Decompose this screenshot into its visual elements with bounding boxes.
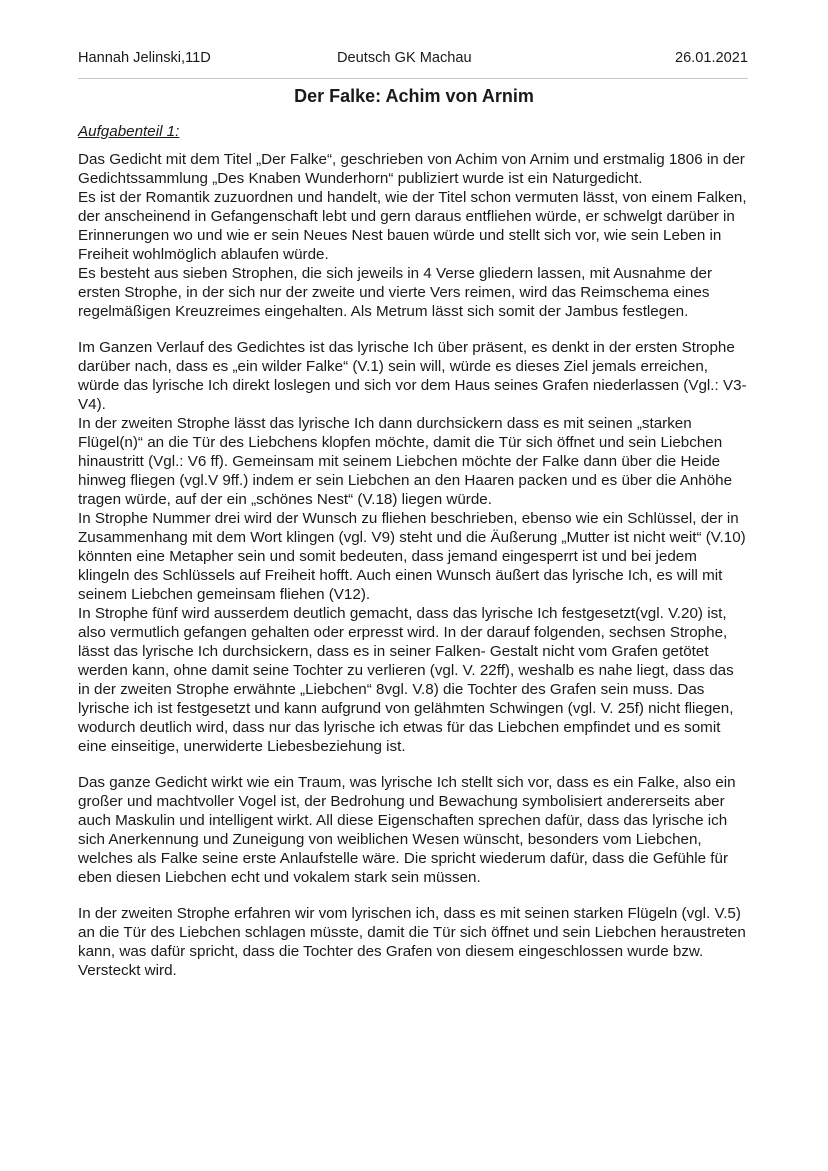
section-subheading: Aufgabenteil 1: <box>78 123 180 140</box>
paragraph: In Strophe fünf wird ausserdem deutlich gemacht, dass das lyrische Ich festgesetzt(vgl. V.20) ist, also vermutlich gefangen gehalten oder erpresst wird. In der darauf folgenden, sechsen Strophe, lässt das lyrische Ich durchsickern, dass es in seiner Falken- Gestalt nicht vom Grafen getötet werden kann, ohne damit seine Tochter zu verlieren (vgl. V. 22ff), weshalb es nahe liegt, dass das in der zweiten Strophe erwähnte „Liebchen“ 8vgl. V.8) die Tochter des Grafen sein muss. Das lyrische ich ist festgesetzt und kann aufgrund von gelähmten Schwingen (vgl. V. 25f) nicht fliegen, wodurch deutlich wird, dass nur das lyrische ich etwas für das Liebchen empfindet und es somit eine einseitige, unerwiderte Liebesbeziehung ist. <box>78 605 734 755</box>
paragraph: Im Ganzen Verlauf des Gedichtes ist das lyrische Ich über präsent, es denkt in der ersten Strophe darüber nach, dass es „ein wilder Falke“ (V.1) sein will, würde es dieses Ziel jemals erreichen, würde das lyrische Ich direkt loslegen und sich vor dem Haus seines Grafen niederlassen (Vgl.: V3-V4). <box>78 339 747 413</box>
paragraph: Es ist der Romantik zuzuordnen und handelt, wie der Titel schon vermuten lässt, von einem Falken, der anscheinend in Gefangenschaft lebt und gern daraus entfliehen würde, er schwelgt darüber in Erinnerungen wo und wie er sein Neues Nest bauen würde und stellt sich vor, wie sein Leben in Freiheit wohlmöglich ablaufen würde. <box>78 189 747 263</box>
essay-body <box>78 150 748 980</box>
header-divider <box>78 78 748 79</box>
paragraph: Das ganze Gedicht wirkt wie ein Traum, was lyrische Ich stellt sich vor, dass es ein Falke, also ein großer und machtvoller Vogel ist, der Bedrohung und Bewachung symbolisiert andererseits aber auch Maskulin und intelligent wirkt. All diese Eigenschaften sprechen dafür, dass das lyrische ich sich Anerkennung und Zuneigung von weiblichen Wesen wünscht, besonders vom Liebchen, welches als Falke seine erste Anlaufstelle wäre. Die spricht wiederum dafür, dass die Gefühle für eben diesen Liebchen echt und vokalem stark sein müssen. <box>78 774 736 886</box>
author-name: Hannah Jelinski,11D <box>78 50 211 66</box>
paragraph: In Strophe Nummer drei wird der Wunsch zu fliehen beschrieben, ebenso wie ein Schlüssel, der in Zusammenhang mit dem Wort klingen (vgl. V9) steht und die Äußerung „Mutter ist nicht weit“ (V.10) könnten eine Metapher sein und somit bedeuten, dass jemand eingesperrt ist und bei jedem klingeln des Schlüssels auf Freiheit hofft. Auch einen Wunsch äußert das lyrische Ich, es will mit seinem Liebchen gemeinsam fliehen (V12). <box>78 510 746 603</box>
page-title: Der Falke: Achim von Arnim <box>294 86 534 106</box>
paragraph: Das Gedicht mit dem Titel „Der Falke“, geschrieben von Achim von Arnim und erstmalig 1806 in der Gedichtssammlung „Des Knaben Wunderhorn“ publiziert wurde ist ein Naturgedicht. <box>78 151 745 187</box>
page-header <box>78 50 748 70</box>
paragraph: In der zweiten Strophe erfahren wir vom lyrischen ich, dass es mit seinen starken Flügeln (vgl. V.5) an die Tür des Liebchen schlagen müsste, damit die Tür sich öffnet und sein Liebchen heraustreten kann, was dafür spricht, dass die Tochter des Grafen von diesem eingeschlossen wurde bzw. Versteckt wird. <box>78 905 746 979</box>
document-date: 26.01.2021 <box>674 50 748 66</box>
paragraph: In der zweiten Strophe lässt das lyrische Ich dann durchsickern dass es mit seinen „starken Flügel(n)“ an die Tür des Liebchens klopfen möchte, damit die Tür sich öffnet und sein Liebchen hinaustritt (Vgl.: V6 ff). Gemeinsam mit seinem Liebchen möchte der Falke dann über die Heide hinweg fliegen (vgl.V 9ff.) indem er sein Liebchen an den Haaren packen und es über die Anhöhe tragen würde, auf der ein „schönes Nest“ (V.18) liegen würde. <box>78 415 733 508</box>
course-name: Deutsch GK Machau <box>337 50 472 66</box>
paragraph: Es besteht aus sieben Strophen, die sich jeweils in 4 Verse gliedern lassen, mit Ausnahme der ersten Strophe, in der sich nur der zweite und vierte Vers reimen, wird das Reimschema eines regelmäßigen Kreuzreimes eingehalten. Als Metrum lässt sich somit der Jambus festlegen. <box>78 265 713 320</box>
